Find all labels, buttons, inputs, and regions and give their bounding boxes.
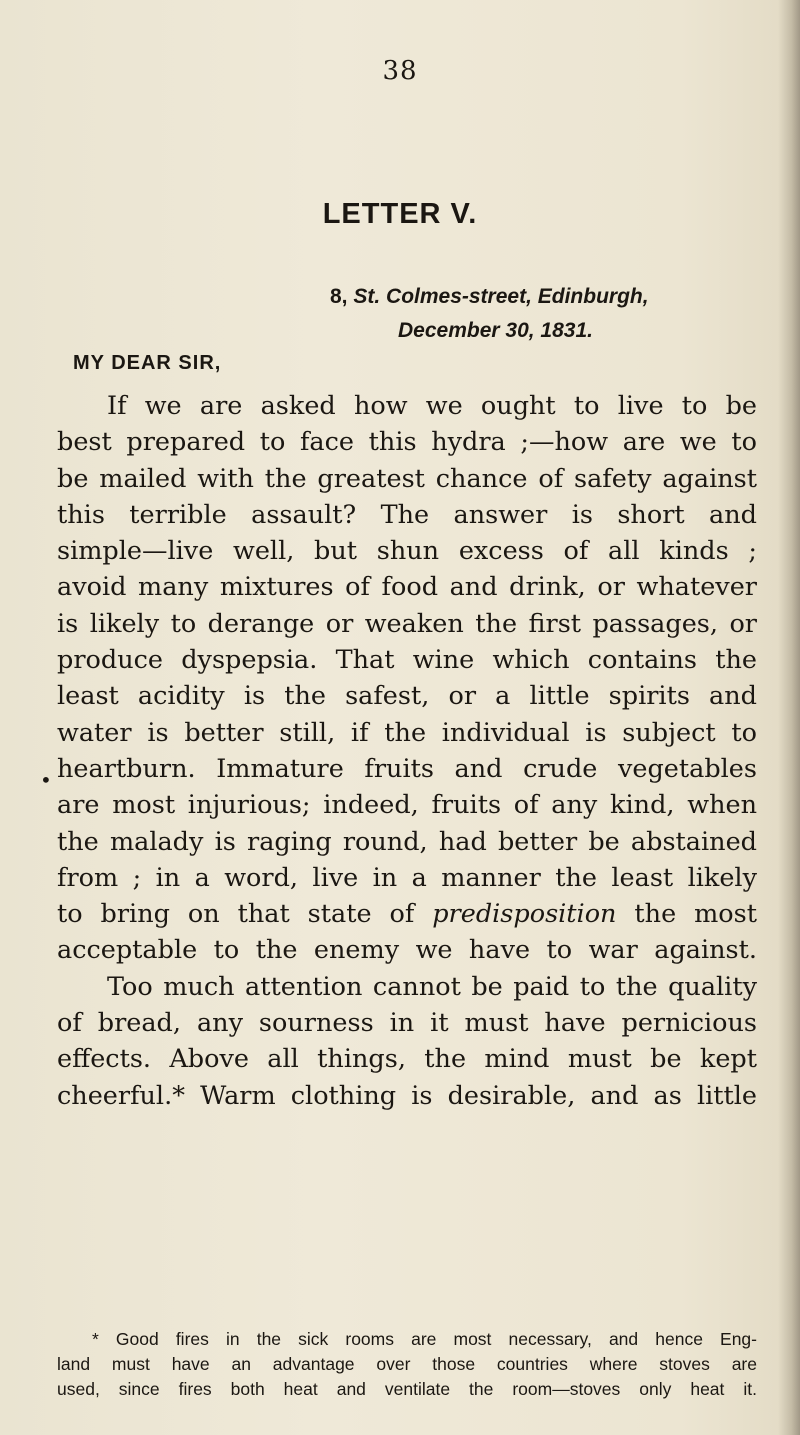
body-line: this terrible assault? The answer is short and	[57, 499, 757, 530]
body-line: cheerful.* Warm clothing is desirable, and as little	[57, 1080, 757, 1111]
body-line: best prepared to face this hydra ;—how are we to	[57, 427, 757, 458]
italic-term: predisposition	[432, 899, 617, 930]
body-line: simple—live well, but shun excess of all kinds ;	[57, 536, 757, 567]
footnote	[57, 1327, 757, 1402]
body-line: be mailed with the greatest chance of safety against	[57, 463, 757, 494]
body-line: Too much attention cannot be paid to the quality	[107, 971, 757, 1002]
body-line: heartburn. Immature fruits and crude vegetables	[57, 753, 757, 784]
body-line: are most injurious; indeed, fruits of any kind, when	[57, 790, 757, 821]
footnote-line: land must have an advantage over those countries where stoves are	[57, 1354, 757, 1374]
body-line: water is better still, if the individual is subject to	[57, 717, 757, 748]
body-line: If we are asked how we ought to live to be	[107, 391, 757, 421]
body-line: least acidity is the safest, or a little spirits and	[57, 681, 757, 712]
body-line: avoid many mixtures of food and drink, or whatever	[57, 572, 757, 603]
address-line	[330, 285, 649, 309]
salutation: MY DEAR SIR,	[73, 352, 222, 374]
footnote-line: used, since fires both heat and ventilate the room—stoves only heat it.	[57, 1379, 757, 1399]
body-line: the malady is raging round, had better be abstained	[57, 826, 757, 857]
footnote-line: * Good fires in the sick rooms are most necessary, and hence Eng-	[92, 1329, 757, 1349]
margin-bullet: •	[40, 768, 52, 792]
street-number: 8,	[330, 285, 348, 308]
letter-date: December 30, 1831.	[398, 319, 593, 342]
body-line: produce dyspepsia. That wine which contains the	[57, 645, 757, 676]
page-number: 38	[382, 56, 418, 86]
body-line: effects. Above all things, the mind must be kept	[57, 1044, 757, 1075]
street-name: St. Colmes-street, Edinburgh,	[353, 285, 649, 308]
body-line-with-italic: to bring on that state of predisposition the most	[57, 899, 757, 930]
body-line: from ; in a word, live in a manner the least likely	[57, 862, 757, 893]
letter-body	[57, 388, 757, 1114]
body-line: of bread, any sourness in it must have pernicious	[57, 1008, 757, 1039]
body-line: acceptable to the enemy we have to war against.	[57, 935, 757, 966]
body-line: is likely to derange or weaken the first passages, or	[57, 608, 757, 639]
letter-heading: LETTER V.	[322, 198, 478, 230]
